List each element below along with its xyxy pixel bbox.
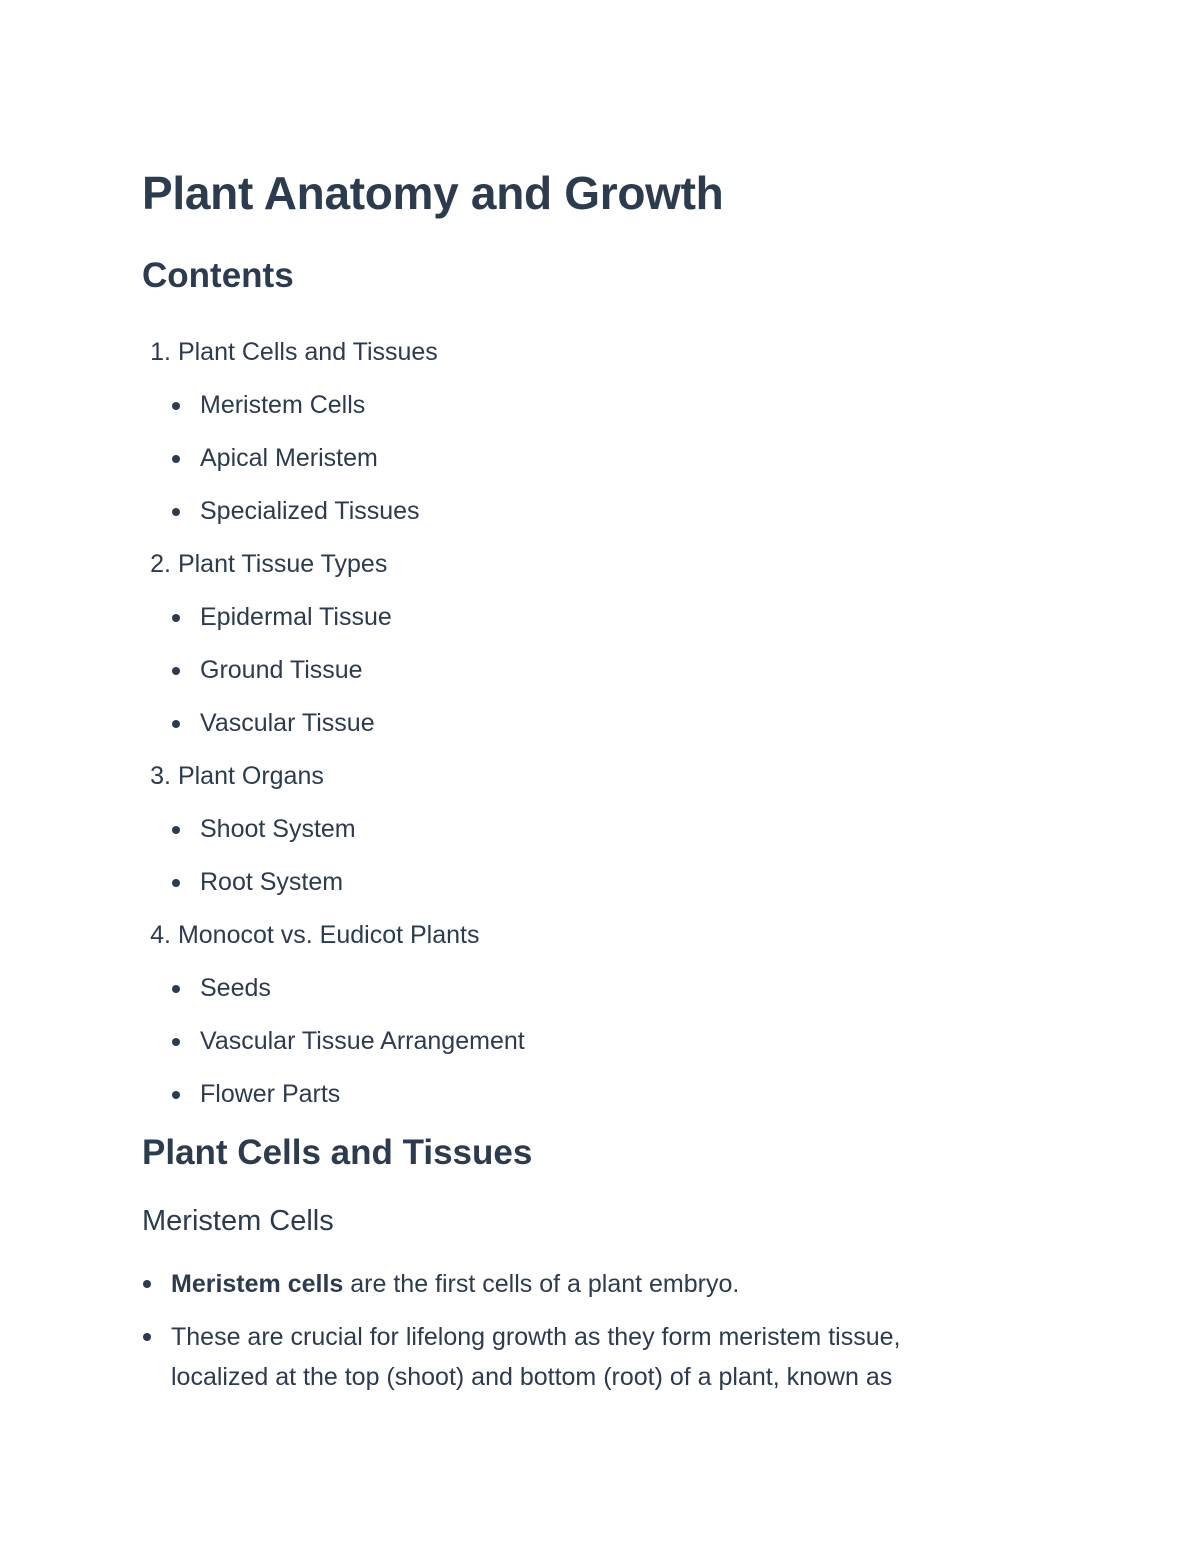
toc-subitem-flower-parts[interactable] [142, 1068, 525, 1121]
toc-label: Monocot vs. Eudicot Plants [177, 921, 480, 949]
section-heading: Plant Cells and Tissues [142, 1133, 533, 1172]
toc-label: Plant Cells and Tissues [177, 338, 438, 366]
body-bullet-list [142, 1264, 1022, 1410]
toc-label: Plant Organs [177, 762, 324, 790]
bullet-icon [172, 667, 180, 675]
bullet-icon [172, 1091, 180, 1099]
toc-subitem-label: Meristem Cells [200, 391, 366, 419]
bullet-icon [172, 879, 180, 887]
toc-subitem-vascular-tissue-arrangement[interactable] [142, 1015, 525, 1068]
toc-number: 1. [150, 338, 171, 366]
toc-subitem-label: Shoot System [200, 815, 356, 843]
toc-subitem-apical-meristem[interactable] [142, 432, 525, 485]
toc-sublist [142, 962, 525, 1121]
contents-heading: Contents [142, 256, 294, 295]
bullet-icon [172, 985, 180, 993]
bullet-icon [172, 614, 180, 622]
toc-subitem-label: Seeds [200, 974, 271, 1002]
bullet-icon [172, 826, 180, 834]
toc-subitem-label: Flower Parts [200, 1080, 341, 1108]
table-of-contents [142, 326, 525, 1121]
toc-sublist [142, 591, 525, 750]
toc-subitem-root-system[interactable] [142, 856, 525, 909]
toc-subitem-epidermal-tissue[interactable] [142, 591, 525, 644]
toc-subitem-vascular-tissue[interactable] [142, 697, 525, 750]
toc-subitem-label: Vascular Tissue [200, 709, 375, 737]
toc-subitem-label: Vascular Tissue Arrangement [200, 1027, 525, 1055]
toc-subitem-label: Root System [200, 868, 344, 896]
toc-item-monocot-vs-eudicot[interactable] [142, 909, 525, 1121]
body-bullet [142, 1264, 1022, 1304]
toc-sublist [142, 803, 525, 909]
bold-term: Meristem cells [171, 1270, 344, 1298]
toc-item-plant-tissue-types[interactable] [142, 538, 525, 750]
bullet-icon [172, 455, 180, 463]
bullet-icon [172, 1038, 180, 1046]
subsection-heading: Meristem Cells [142, 1205, 334, 1237]
toc-subitem-seeds[interactable] [142, 962, 525, 1015]
body-bullet [142, 1317, 1022, 1397]
toc-subitem-ground-tissue[interactable] [142, 644, 525, 697]
body-line [171, 1264, 1022, 1304]
toc-number: 2. [150, 550, 171, 578]
toc-subitem-shoot-system[interactable] [142, 803, 525, 856]
toc-number: 3. [150, 762, 171, 790]
toc-number: 4. [150, 921, 171, 949]
bullet-icon [172, 402, 180, 410]
toc-subitem-label: Specialized Tissues [200, 497, 420, 525]
toc-subitem-specialized-tissues[interactable] [142, 485, 525, 538]
document-title: Plant Anatomy and Growth [142, 167, 724, 219]
toc-subitem-label: Ground Tissue [200, 656, 363, 684]
bullet-icon [143, 1333, 151, 1341]
body-line: localized at the top (shoot) and bottom (root) of a plant, known as [171, 1363, 893, 1391]
body-line: These are crucial for lifelong growth as they form meristem tissue, [171, 1323, 901, 1351]
toc-item-plant-organs[interactable] [142, 750, 525, 909]
bullet-icon [143, 1280, 151, 1288]
toc-subitem-meristem-cells[interactable] [142, 379, 525, 432]
toc-sublist [142, 379, 525, 538]
bullet-icon [172, 720, 180, 728]
bullet-icon [172, 508, 180, 516]
toc-label: Plant Tissue Types [177, 550, 388, 578]
toc-subitem-label: Epidermal Tissue [200, 603, 392, 631]
toc-subitem-label: Apical Meristem [200, 444, 378, 472]
body-text: are the first cells of a plant embryo. [343, 1270, 740, 1298]
toc-item-plant-cells-and-tissues[interactable] [142, 326, 525, 538]
